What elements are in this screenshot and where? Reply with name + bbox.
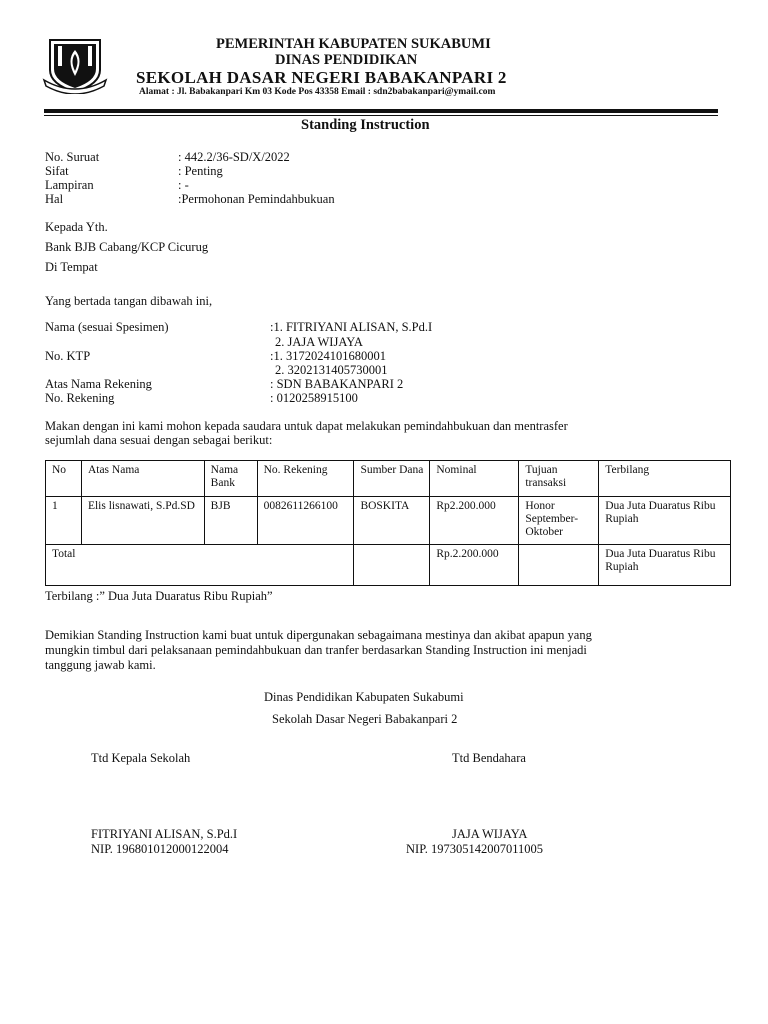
total-label: Total: [46, 545, 354, 586]
table-row: [46, 497, 731, 545]
closing-line1: Demikian Standing Instruction kami buat untuk dipergunakan sebagaimana mestinya dan akibat apapun yang: [45, 628, 592, 642]
cell-nominal: Rp2.200.000: [430, 497, 519, 545]
header-nama-bank: Nama Bank: [204, 461, 257, 497]
letterhead-line2: DINAS PENDIDIKAN: [275, 52, 418, 68]
meta-value: : -: [178, 178, 189, 192]
ktp-value-1: :1. 3172024101680001: [270, 349, 386, 363]
total-nominal: Rp.2.200.000: [430, 545, 519, 586]
page-title: Standing Instruction: [301, 117, 430, 133]
meta-label: No. Suruat: [45, 150, 100, 164]
terbilang-note: Terbilang :” Dua Juta Duaratus Ribu Rupiah”: [45, 589, 273, 603]
total-tujuan-empty: [519, 545, 599, 586]
header-no: No: [46, 461, 82, 497]
right-sign-title: Ttd Bendahara: [452, 751, 526, 765]
request-line2: sejumlah dana sesuai dengan sebagai berikut:: [45, 433, 273, 447]
cell-sumber: BOSKITA: [354, 497, 430, 545]
meta-label: Lampiran: [45, 178, 94, 192]
closing-line2: mungkin timbul dari pelaksanaan pemindahbukuan dan tranfer berdasarkan Standing Instruction ini menjadi: [45, 643, 587, 657]
intro-text: Yang bertada tangan dibawah ini,: [45, 294, 213, 308]
atas-nama-label: Atas Nama Rekening: [45, 377, 152, 391]
meta-label: Hal: [45, 192, 64, 206]
closing-line3: tanggung jawab kami.: [45, 658, 156, 672]
ktp-value-2: 2. 3202131405730001: [275, 363, 388, 377]
sign-org-line2: Sekolah Dasar Negeri Babakanpari 2: [272, 712, 458, 726]
recipient-line1: Kepada Yth.: [45, 220, 108, 234]
total-terbilang: Dua Juta Duaratus Ribu Rupiah: [599, 545, 731, 586]
cell-no: 1: [46, 497, 82, 545]
nama-value-1: :1. FITRIYANI ALISAN, S.Pd.I: [270, 320, 433, 334]
nama-value-2: 2. JAJA WIJAYA: [275, 335, 363, 349]
ktp-label: No. KTP: [45, 349, 91, 363]
rekening-value: : 0120258915100: [270, 391, 358, 405]
letterhead-address: Alamat : Jl. Babakanpari Km 03 Kode Pos 43358 Email : sdn2babakanpari@ymail.com: [139, 87, 496, 97]
header-terbilang: Terbilang: [599, 461, 731, 497]
header-rule: [44, 109, 718, 113]
rekening-label: No. Rekening: [45, 391, 115, 405]
header-atas-nama: Atas Nama: [81, 461, 204, 497]
letterhead-line1: PEMERINTAH KABUPATEN SUKABUMI: [216, 36, 491, 52]
recipient-line2: Bank BJB Cabang/KCP Cicurug: [45, 240, 209, 254]
nama-label: Nama (sesuai Spesimen): [45, 320, 169, 334]
cell-atas-nama: Elis lisnawati, S.Pd.SD: [81, 497, 204, 545]
left-sign-title: Ttd Kepala Sekolah: [91, 751, 191, 765]
cell-tujuan: Honor September-Oktober: [519, 497, 599, 545]
sign-org-line1: Dinas Pendidikan Kabupaten Sukabumi: [264, 690, 464, 704]
header-sumber-dana: Sumber Dana: [354, 461, 430, 497]
total-sumber-empty: [354, 545, 430, 586]
table-total-row: [46, 545, 731, 586]
atas-nama-value: : SDN BABAKANPARI 2: [270, 377, 404, 391]
recipient-line3: Di Tempat: [45, 260, 98, 274]
meta-value: : 442.2/36-SD/X/2022: [178, 150, 290, 164]
header-tujuan: Tujuan transaksi: [519, 461, 599, 497]
right-sign-name: JAJA WIJAYA: [452, 827, 528, 841]
letterhead-line3: SEKOLAH DASAR NEGERI BABAKANPARI 2: [136, 68, 507, 87]
sukabumi-crest-icon: [40, 36, 110, 94]
transfer-table: [45, 460, 731, 586]
header-no-rekening: No. Rekening: [257, 461, 354, 497]
left-sign-nip: NIP. 196801012000122004: [91, 842, 229, 856]
header-nominal: Nominal: [430, 461, 519, 497]
table-header-row: [46, 461, 731, 497]
meta-label: Sifat: [45, 164, 69, 178]
left-sign-name: FITRIYANI ALISAN, S.Pd.I: [91, 827, 238, 841]
cell-bank: BJB: [204, 497, 257, 545]
right-sign-nip: NIP. 197305142007011005: [406, 842, 544, 856]
cell-rekening: 0082611266100: [257, 497, 354, 545]
cell-terbilang: Dua Juta Duaratus Ribu Rupiah: [599, 497, 731, 545]
meta-value: :Permohonan Pemindahbukuan: [178, 192, 335, 206]
meta-value: : Penting: [178, 164, 223, 178]
header-rule-thin: [44, 115, 718, 116]
request-line1: Makan dengan ini kami mohon kepada saudara untuk dapat melakukan pemindahbukuan dan mentrasfer: [45, 419, 568, 433]
